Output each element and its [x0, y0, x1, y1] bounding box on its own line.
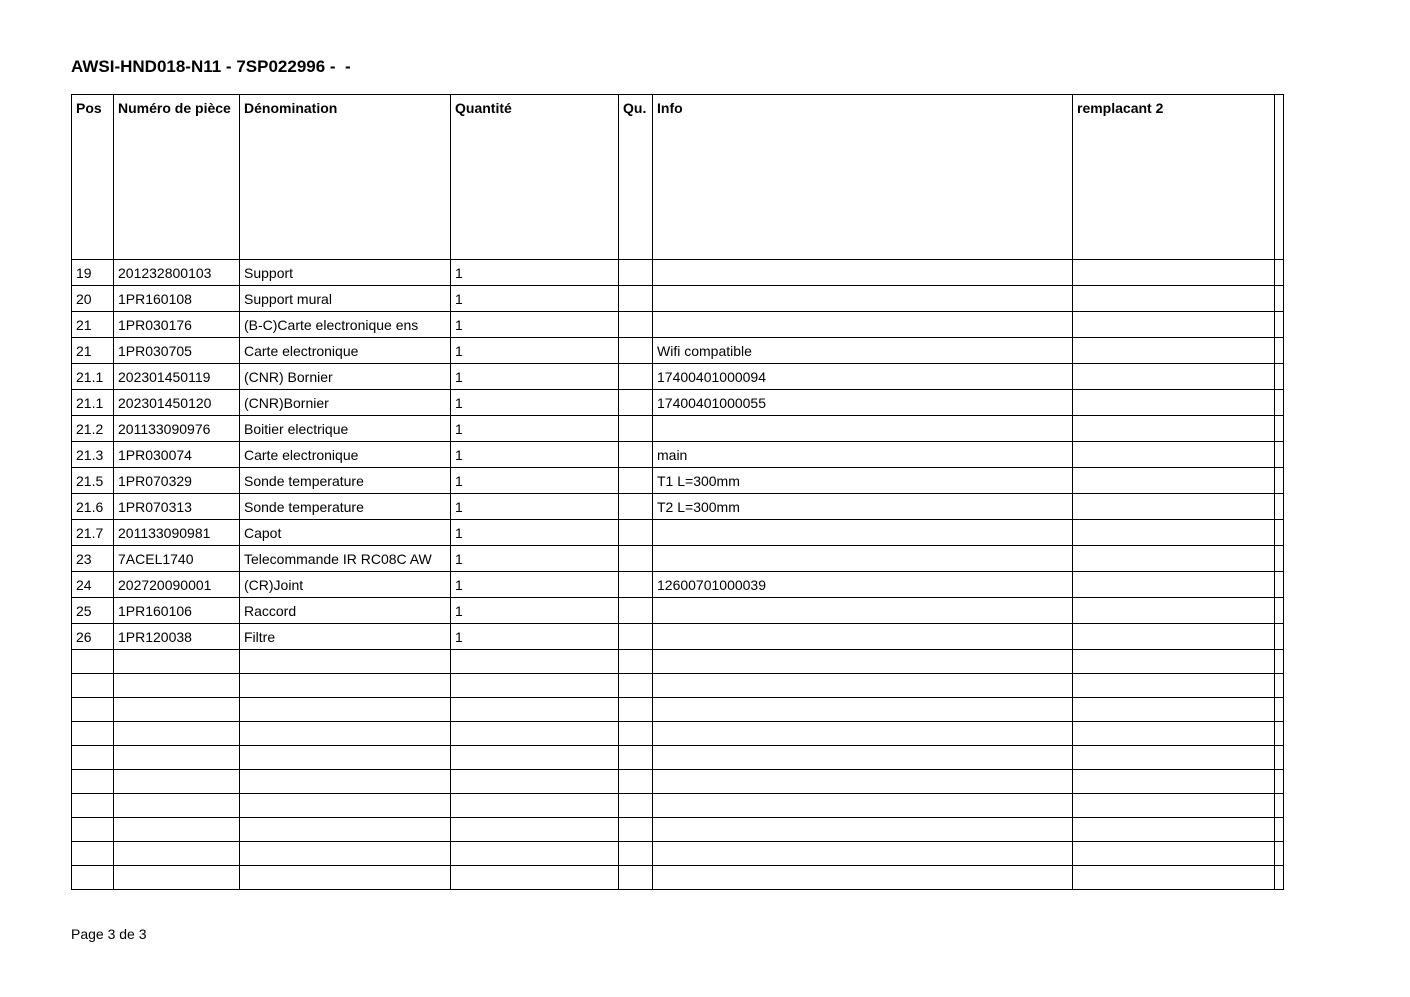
cell-qu	[619, 746, 653, 770]
cell-part-number: 1PR070329	[114, 468, 240, 494]
cell-denomination: Carte electronique	[240, 442, 451, 468]
cell-part-number	[114, 818, 240, 842]
cell-pos: 26	[72, 624, 114, 650]
cell-qu	[619, 520, 653, 546]
table-row	[72, 338, 1284, 364]
cell-part-number: 1PR120038	[114, 624, 240, 650]
cell-quantity: 1	[451, 572, 619, 598]
cell-quantity	[451, 818, 619, 842]
cell-qu	[619, 598, 653, 624]
cell-extra	[1275, 598, 1284, 624]
cell-quantity: 1	[451, 624, 619, 650]
cell-qu	[619, 818, 653, 842]
cell-quantity	[451, 674, 619, 698]
cell-qu	[619, 312, 653, 338]
cell-denomination: Filtre	[240, 624, 451, 650]
cell-extra	[1275, 390, 1284, 416]
table-row	[72, 312, 1284, 338]
cell-extra	[1275, 260, 1284, 286]
cell-denomination: Sonde temperature	[240, 468, 451, 494]
empty-table-row	[72, 722, 1284, 746]
cell-info	[653, 312, 1073, 338]
cell-denomination	[240, 794, 451, 818]
cell-qu	[619, 770, 653, 794]
cell-pos: 21	[72, 312, 114, 338]
empty-table-row	[72, 866, 1284, 890]
cell-replacement-2	[1073, 286, 1275, 312]
cell-extra	[1275, 442, 1284, 468]
cell-pos: 21.3	[72, 442, 114, 468]
empty-table-row	[72, 650, 1284, 674]
table-row	[72, 520, 1284, 546]
cell-replacement-2	[1073, 698, 1275, 722]
cell-part-number	[114, 722, 240, 746]
cell-part-number: 202720090001	[114, 572, 240, 598]
table-row	[72, 546, 1284, 572]
cell-quantity: 1	[451, 468, 619, 494]
cell-pos: 21.1	[72, 364, 114, 390]
cell-info: 17400401000055	[653, 390, 1073, 416]
cell-denomination	[240, 650, 451, 674]
cell-part-number: 1PR160106	[114, 598, 240, 624]
cell-pos: 21.1	[72, 390, 114, 416]
cell-info: 12600701000039	[653, 572, 1073, 598]
cell-quantity: 1	[451, 338, 619, 364]
cell-part-number: 201232800103	[114, 260, 240, 286]
cell-replacement-2	[1073, 468, 1275, 494]
cell-denomination	[240, 722, 451, 746]
cell-denomination	[240, 698, 451, 722]
cell-extra	[1275, 468, 1284, 494]
cell-pos: 20	[72, 286, 114, 312]
cell-pos: 21	[72, 338, 114, 364]
header-extra	[1275, 95, 1284, 260]
cell-extra	[1275, 650, 1284, 674]
header-info: Info	[653, 95, 1073, 260]
cell-pos	[72, 770, 114, 794]
cell-info	[653, 842, 1073, 866]
cell-extra	[1275, 818, 1284, 842]
cell-extra	[1275, 722, 1284, 746]
table-row	[72, 442, 1284, 468]
cell-denomination	[240, 818, 451, 842]
cell-pos: 21.2	[72, 416, 114, 442]
cell-quantity: 1	[451, 390, 619, 416]
cell-info	[653, 770, 1073, 794]
header-qu: Qu.	[619, 95, 653, 260]
cell-denomination: Boitier electrique	[240, 416, 451, 442]
cell-info	[653, 746, 1073, 770]
cell-part-number	[114, 674, 240, 698]
cell-qu	[619, 260, 653, 286]
header-replacement-2: remplacant 2	[1073, 95, 1275, 260]
cell-replacement-2	[1073, 312, 1275, 338]
document-title: AWSI-HND018-N11 - 7SP022996 - -	[71, 57, 351, 76]
cell-denomination	[240, 770, 451, 794]
cell-extra	[1275, 842, 1284, 866]
cell-info	[653, 598, 1073, 624]
cell-info	[653, 624, 1073, 650]
cell-replacement-2	[1073, 842, 1275, 866]
cell-replacement-2	[1073, 746, 1275, 770]
cell-quantity: 1	[451, 286, 619, 312]
cell-part-number	[114, 842, 240, 866]
cell-quantity	[451, 698, 619, 722]
cell-replacement-2	[1073, 260, 1275, 286]
cell-pos: 21.7	[72, 520, 114, 546]
cell-replacement-2	[1073, 338, 1275, 364]
cell-part-number: 201133090976	[114, 416, 240, 442]
cell-qu	[619, 494, 653, 520]
cell-qu	[619, 698, 653, 722]
cell-qu	[619, 416, 653, 442]
cell-qu	[619, 572, 653, 598]
cell-info	[653, 260, 1073, 286]
cell-qu	[619, 468, 653, 494]
cell-info	[653, 866, 1073, 890]
cell-quantity: 1	[451, 546, 619, 572]
cell-info	[653, 416, 1073, 442]
cell-denomination	[240, 674, 451, 698]
cell-qu	[619, 842, 653, 866]
cell-denomination: Support	[240, 260, 451, 286]
cell-replacement-2	[1073, 520, 1275, 546]
cell-part-number: 1PR160108	[114, 286, 240, 312]
cell-pos	[72, 818, 114, 842]
cell-info: 17400401000094	[653, 364, 1073, 390]
page-footer: Page 3 de 3	[71, 926, 147, 942]
cell-quantity: 1	[451, 598, 619, 624]
table-row	[72, 494, 1284, 520]
cell-qu	[619, 650, 653, 674]
cell-part-number	[114, 770, 240, 794]
empty-table-row	[72, 698, 1284, 722]
cell-quantity: 1	[451, 364, 619, 390]
cell-part-number: 7ACEL1740	[114, 546, 240, 572]
cell-denomination: Sonde temperature	[240, 494, 451, 520]
header-part-number: Numéro de pièce	[114, 95, 240, 260]
cell-quantity: 1	[451, 312, 619, 338]
cell-info	[653, 722, 1073, 746]
cell-quantity	[451, 722, 619, 746]
cell-part-number: 201133090981	[114, 520, 240, 546]
cell-extra	[1275, 338, 1284, 364]
cell-info: Wifi compatible	[653, 338, 1073, 364]
table-row	[72, 416, 1284, 442]
cell-replacement-2	[1073, 364, 1275, 390]
table-header-row	[72, 95, 1284, 260]
cell-denomination	[240, 842, 451, 866]
cell-extra	[1275, 546, 1284, 572]
table-row	[72, 260, 1284, 286]
empty-table-row	[72, 794, 1284, 818]
cell-extra	[1275, 746, 1284, 770]
cell-replacement-2	[1073, 546, 1275, 572]
cell-quantity: 1	[451, 260, 619, 286]
cell-denomination: Support mural	[240, 286, 451, 312]
cell-qu	[619, 286, 653, 312]
empty-table-row	[72, 770, 1284, 794]
cell-replacement-2	[1073, 572, 1275, 598]
cell-qu	[619, 442, 653, 468]
empty-table-row	[72, 746, 1284, 770]
cell-replacement-2	[1073, 390, 1275, 416]
cell-info	[653, 818, 1073, 842]
cell-quantity	[451, 650, 619, 674]
cell-replacement-2	[1073, 674, 1275, 698]
table-row	[72, 624, 1284, 650]
table-row	[72, 390, 1284, 416]
cell-info: T2 L=300mm	[653, 494, 1073, 520]
cell-quantity: 1	[451, 520, 619, 546]
parts-table	[71, 94, 1284, 890]
cell-denomination: (CR)Joint	[240, 572, 451, 598]
cell-extra	[1275, 624, 1284, 650]
cell-denomination: (CNR)Bornier	[240, 390, 451, 416]
empty-table-row	[72, 842, 1284, 866]
cell-pos	[72, 866, 114, 890]
cell-info	[653, 698, 1073, 722]
cell-replacement-2	[1073, 650, 1275, 674]
cell-pos	[72, 746, 114, 770]
cell-denomination	[240, 746, 451, 770]
cell-quantity: 1	[451, 494, 619, 520]
table-body	[72, 260, 1284, 890]
cell-denomination: (CNR) Bornier	[240, 364, 451, 390]
cell-replacement-2	[1073, 770, 1275, 794]
empty-table-row	[72, 674, 1284, 698]
cell-qu	[619, 364, 653, 390]
cell-denomination	[240, 866, 451, 890]
cell-info	[653, 794, 1073, 818]
cell-info	[653, 674, 1073, 698]
cell-denomination: Capot	[240, 520, 451, 546]
cell-pos: 23	[72, 546, 114, 572]
cell-pos: 24	[72, 572, 114, 598]
cell-pos: 25	[72, 598, 114, 624]
table-row	[72, 364, 1284, 390]
cell-denomination: (B-C)Carte electronique ens	[240, 312, 451, 338]
cell-replacement-2	[1073, 866, 1275, 890]
cell-part-number	[114, 746, 240, 770]
cell-extra	[1275, 494, 1284, 520]
cell-qu	[619, 794, 653, 818]
cell-qu	[619, 674, 653, 698]
header-denomination: Dénomination	[240, 95, 451, 260]
cell-extra	[1275, 698, 1284, 722]
cell-replacement-2	[1073, 598, 1275, 624]
cell-quantity: 1	[451, 416, 619, 442]
cell-part-number: 202301450120	[114, 390, 240, 416]
cell-quantity	[451, 794, 619, 818]
cell-part-number: 202301450119	[114, 364, 240, 390]
cell-qu	[619, 722, 653, 746]
cell-part-number: 1PR030074	[114, 442, 240, 468]
cell-replacement-2	[1073, 722, 1275, 746]
cell-quantity	[451, 746, 619, 770]
cell-extra	[1275, 520, 1284, 546]
cell-extra	[1275, 416, 1284, 442]
cell-pos	[72, 674, 114, 698]
cell-replacement-2	[1073, 416, 1275, 442]
cell-part-number	[114, 650, 240, 674]
cell-part-number: 1PR070313	[114, 494, 240, 520]
cell-extra	[1275, 286, 1284, 312]
cell-replacement-2	[1073, 442, 1275, 468]
header-pos: Pos	[72, 95, 114, 260]
cell-part-number: 1PR030176	[114, 312, 240, 338]
cell-qu	[619, 338, 653, 364]
cell-info: T1 L=300mm	[653, 468, 1073, 494]
cell-info	[653, 286, 1073, 312]
cell-qu	[619, 546, 653, 572]
cell-replacement-2	[1073, 624, 1275, 650]
cell-extra	[1275, 674, 1284, 698]
cell-pos	[72, 722, 114, 746]
cell-quantity	[451, 770, 619, 794]
cell-pos: 21.5	[72, 468, 114, 494]
cell-extra	[1275, 866, 1284, 890]
cell-extra	[1275, 364, 1284, 390]
cell-quantity	[451, 866, 619, 890]
cell-part-number: 1PR030705	[114, 338, 240, 364]
cell-replacement-2	[1073, 794, 1275, 818]
table-row	[72, 286, 1284, 312]
empty-table-row	[72, 818, 1284, 842]
cell-extra	[1275, 572, 1284, 598]
cell-pos: 21.6	[72, 494, 114, 520]
cell-pos	[72, 650, 114, 674]
cell-extra	[1275, 770, 1284, 794]
cell-qu	[619, 866, 653, 890]
cell-info	[653, 520, 1073, 546]
table-row	[72, 468, 1284, 494]
cell-part-number	[114, 794, 240, 818]
cell-quantity: 1	[451, 442, 619, 468]
cell-qu	[619, 390, 653, 416]
cell-pos	[72, 794, 114, 818]
cell-replacement-2	[1073, 818, 1275, 842]
cell-pos	[72, 842, 114, 866]
cell-info: main	[653, 442, 1073, 468]
header-quantity: Quantité	[451, 95, 619, 260]
cell-replacement-2	[1073, 494, 1275, 520]
cell-info	[653, 546, 1073, 572]
cell-extra	[1275, 794, 1284, 818]
table-row	[72, 598, 1284, 624]
cell-quantity	[451, 842, 619, 866]
cell-pos	[72, 698, 114, 722]
cell-part-number	[114, 866, 240, 890]
cell-pos: 19	[72, 260, 114, 286]
cell-info	[653, 650, 1073, 674]
cell-qu	[619, 624, 653, 650]
table-row	[72, 572, 1284, 598]
cell-part-number	[114, 698, 240, 722]
cell-extra	[1275, 312, 1284, 338]
cell-denomination: Raccord	[240, 598, 451, 624]
cell-denomination: Telecommande IR RC08C AW	[240, 546, 451, 572]
cell-denomination: Carte electronique	[240, 338, 451, 364]
